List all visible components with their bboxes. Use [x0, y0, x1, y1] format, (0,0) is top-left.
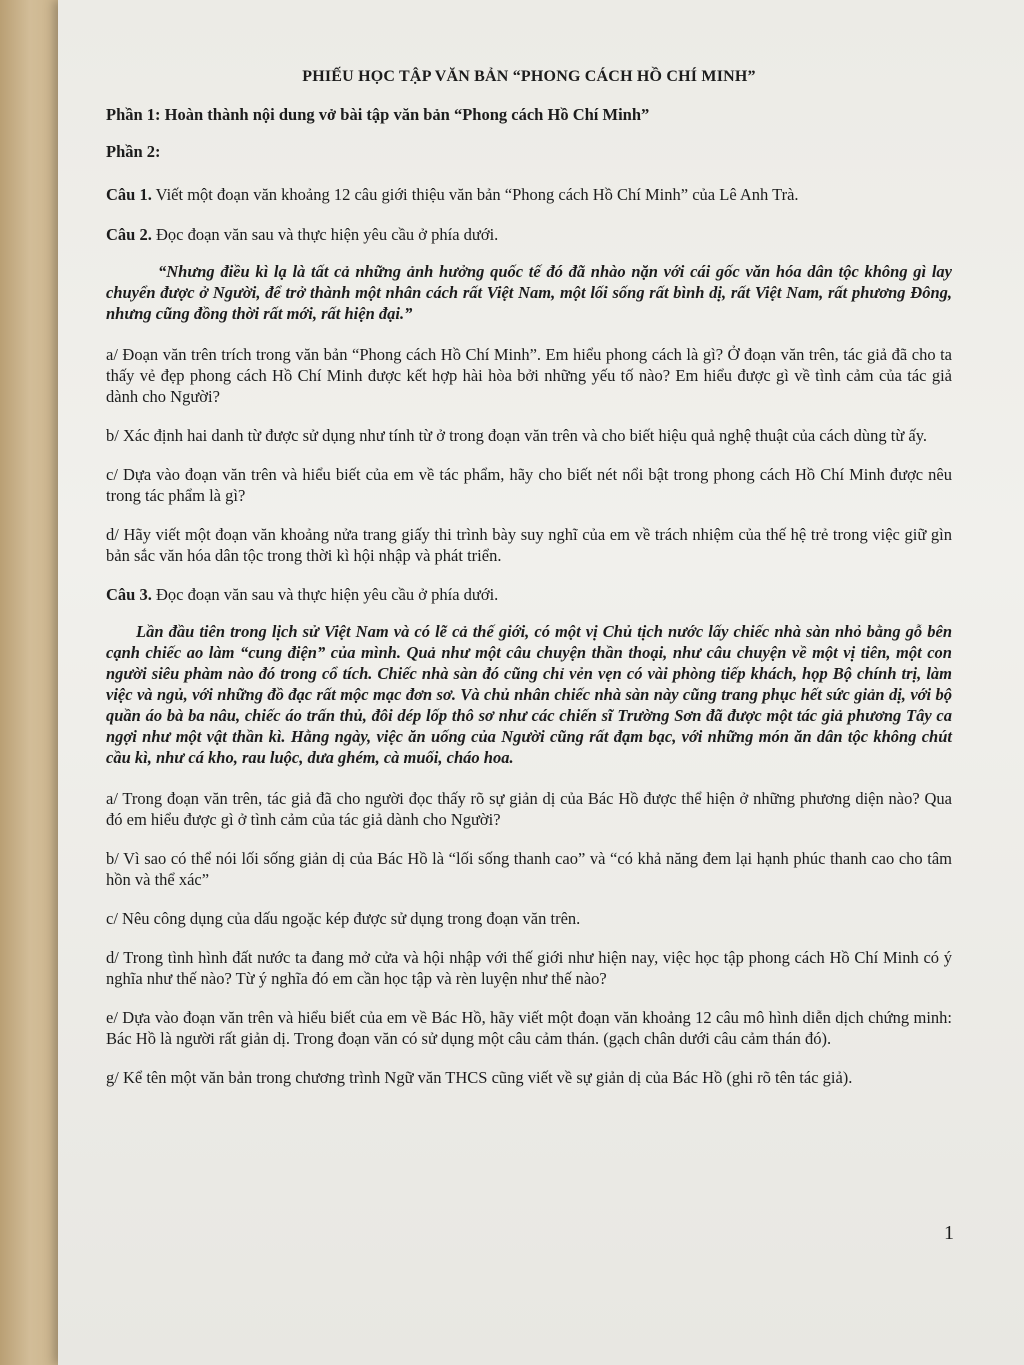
question-2-text: Đọc đoạn văn sau và thực hiện yêu cầu ở phía dưới. [155, 225, 499, 244]
question-3-item-d: d/ Trong tình hình đất nước ta đang mở cửa và hội nhập với thế giới như hiện nay, việc học tập phong cách Hồ Chí Minh có ý nghĩa như thế nào? Từ ý nghĩa đó em cần học tập và rèn luyện như thế nào? [106, 948, 952, 988]
question-2-item-d: d/ Hãy viết một đoạn văn khoảng nửa trang giấy thi trình bày suy nghĩ của em về trách nhiệm của thế hệ trẻ trong việc giữ gìn bản sắc văn hóa dân tộc trong thời kì hội nhập và phát triển. [106, 525, 952, 565]
question-3 [106, 584, 952, 605]
question-1 [106, 184, 952, 205]
question-3-item-c: c/ Nêu công dụng của dấu ngoặc kép được sử dụng trong đoạn văn trên. [106, 909, 581, 928]
question-3-text: Đọc đoạn văn sau và thực hiện yêu cầu ở phía dưới. [155, 585, 499, 604]
question-2-item-c: c/ Dựa vào đoạn văn trên và hiểu biết của em về tác phẩm, hãy cho biết nét nổi bật trong phong cách Hồ Chí Minh được nêu trong tác phẩm là gì? [106, 465, 952, 505]
part-2-heading: Phần 2: [106, 142, 161, 161]
question-2 [106, 224, 952, 245]
part-1-heading: Phần 1: Hoàn thành nội dung vở bài tập văn bản “Phong cách Hồ Chí Minh” [106, 105, 650, 124]
question-2-item-a: a/ Đoạn văn trên trích trong văn bản “Phong cách Hồ Chí Minh”. Em hiểu phong cách là gì? Ở đoạn văn trên, tác giả đã cho ta thấy vẻ đẹp phong cách Hồ Chí Minh được kết hợp hài hòa bởi những yếu tố nào? Em hiểu được gì về tình cảm của tác giả dành cho Người? [106, 345, 952, 406]
worksheet-page [58, 0, 1024, 1365]
question-2-label: Câu 2. [106, 225, 152, 244]
question-3-label: Câu 3. [106, 585, 152, 604]
question-2-quote: “Nhưng điều kì lạ là tất cả những ảnh hưởng quốc tế đó đã nhào nặn với cái gốc văn hóa dân tộc không gì lay chuyển được ở Người, để trở thành một nhân cách rất Việt Nam, một lối sống rất bình dị, rất Việt Nam, rất phương Đông, nhưng cũng đồng thời rất mới, rất hiện đại.” [106, 262, 952, 323]
question-1-label: Câu 1. [106, 185, 152, 204]
document-title: PHIẾU HỌC TẬP VĂN BẢN “PHONG CÁCH HỒ CHÍ MINH” [302, 68, 756, 85]
question-3-quote: Lần đầu tiên trong lịch sử Việt Nam và có lẽ cả thế giới, có một vị Chủ tịch nước lấy chiếc nhà sàn nhỏ bằng gỗ bên cạnh chiếc ao làm “cung điện” của mình. Quả như một câu chuyện thần thoại, như câu chuyện về một vị tiên, một con người siêu phàm nào đó trong cổ tích. Chiếc nhà sàn đó cũng chỉ vẻn vẹn có vài phòng tiếp khách, họp Bộ chính trị, làm việc và ngủ, với những đồ đạc rất mộc mạc đơn sơ. Và chủ nhân chiếc nhà sàn này cũng trang phục hết sức giản dị, với bộ quần áo bà ba nâu, chiếc áo trấn thủ, đôi dép lốp thô sơ như các chiến sĩ Trường Sơn đã được một tác giả phương Tây ca ngợi như một vật thần kì. Hằng ngày, việc ăn uống của Người cũng rất đạm bạc, với những món ăn dân tộc không chút cầu kì, như cá kho, rau luộc, dưa ghém, cà muối, cháo hoa. [106, 622, 952, 767]
question-3-item-e: e/ Dựa vào đoạn văn trên và hiểu biết của em về Bác Hồ, hãy viết một đoạn văn khoảng 12 câu mô hình diễn dịch chứng minh: Bác Hồ là người rất giản dị. Trong đoạn văn có sử dụng một câu cảm thán. (gạch chân dưới câu cảm thán đó). [106, 1008, 952, 1048]
question-3-item-b: b/ Vì sao có thể nói lối sống giản dị của Bác Hồ là “lối sống thanh cao” và “có khả năng đem lại hạnh phúc thanh cao cho tâm hồn và thể xác” [106, 849, 952, 889]
question-2-item-b: b/ Xác định hai danh từ được sử dụng như tính từ ở trong đoạn văn trên và cho biết hiệu quả nghệ thuật của cách dùng từ ấy. [106, 426, 928, 445]
question-3-item-g: g/ Kể tên một văn bản trong chương trình Ngữ văn THCS cũng viết về sự giản dị của Bác Hồ (ghi rõ tên tác giả). [106, 1068, 853, 1087]
page-number: 1 [944, 1222, 954, 1244]
question-3-item-a: a/ Trong đoạn văn trên, tác giả đã cho người đọc thấy rõ sự giản dị của Bác Hồ được thể hiện ở những phương diện nào? Qua đó em hiểu được gì ở tình cảm của tác giả dành cho Người? [106, 789, 952, 829]
question-1-text: Viết một đoạn văn khoảng 12 câu giới thiệu văn bản “Phong cách Hồ Chí Minh” của Lê Anh Trà. [155, 185, 799, 204]
